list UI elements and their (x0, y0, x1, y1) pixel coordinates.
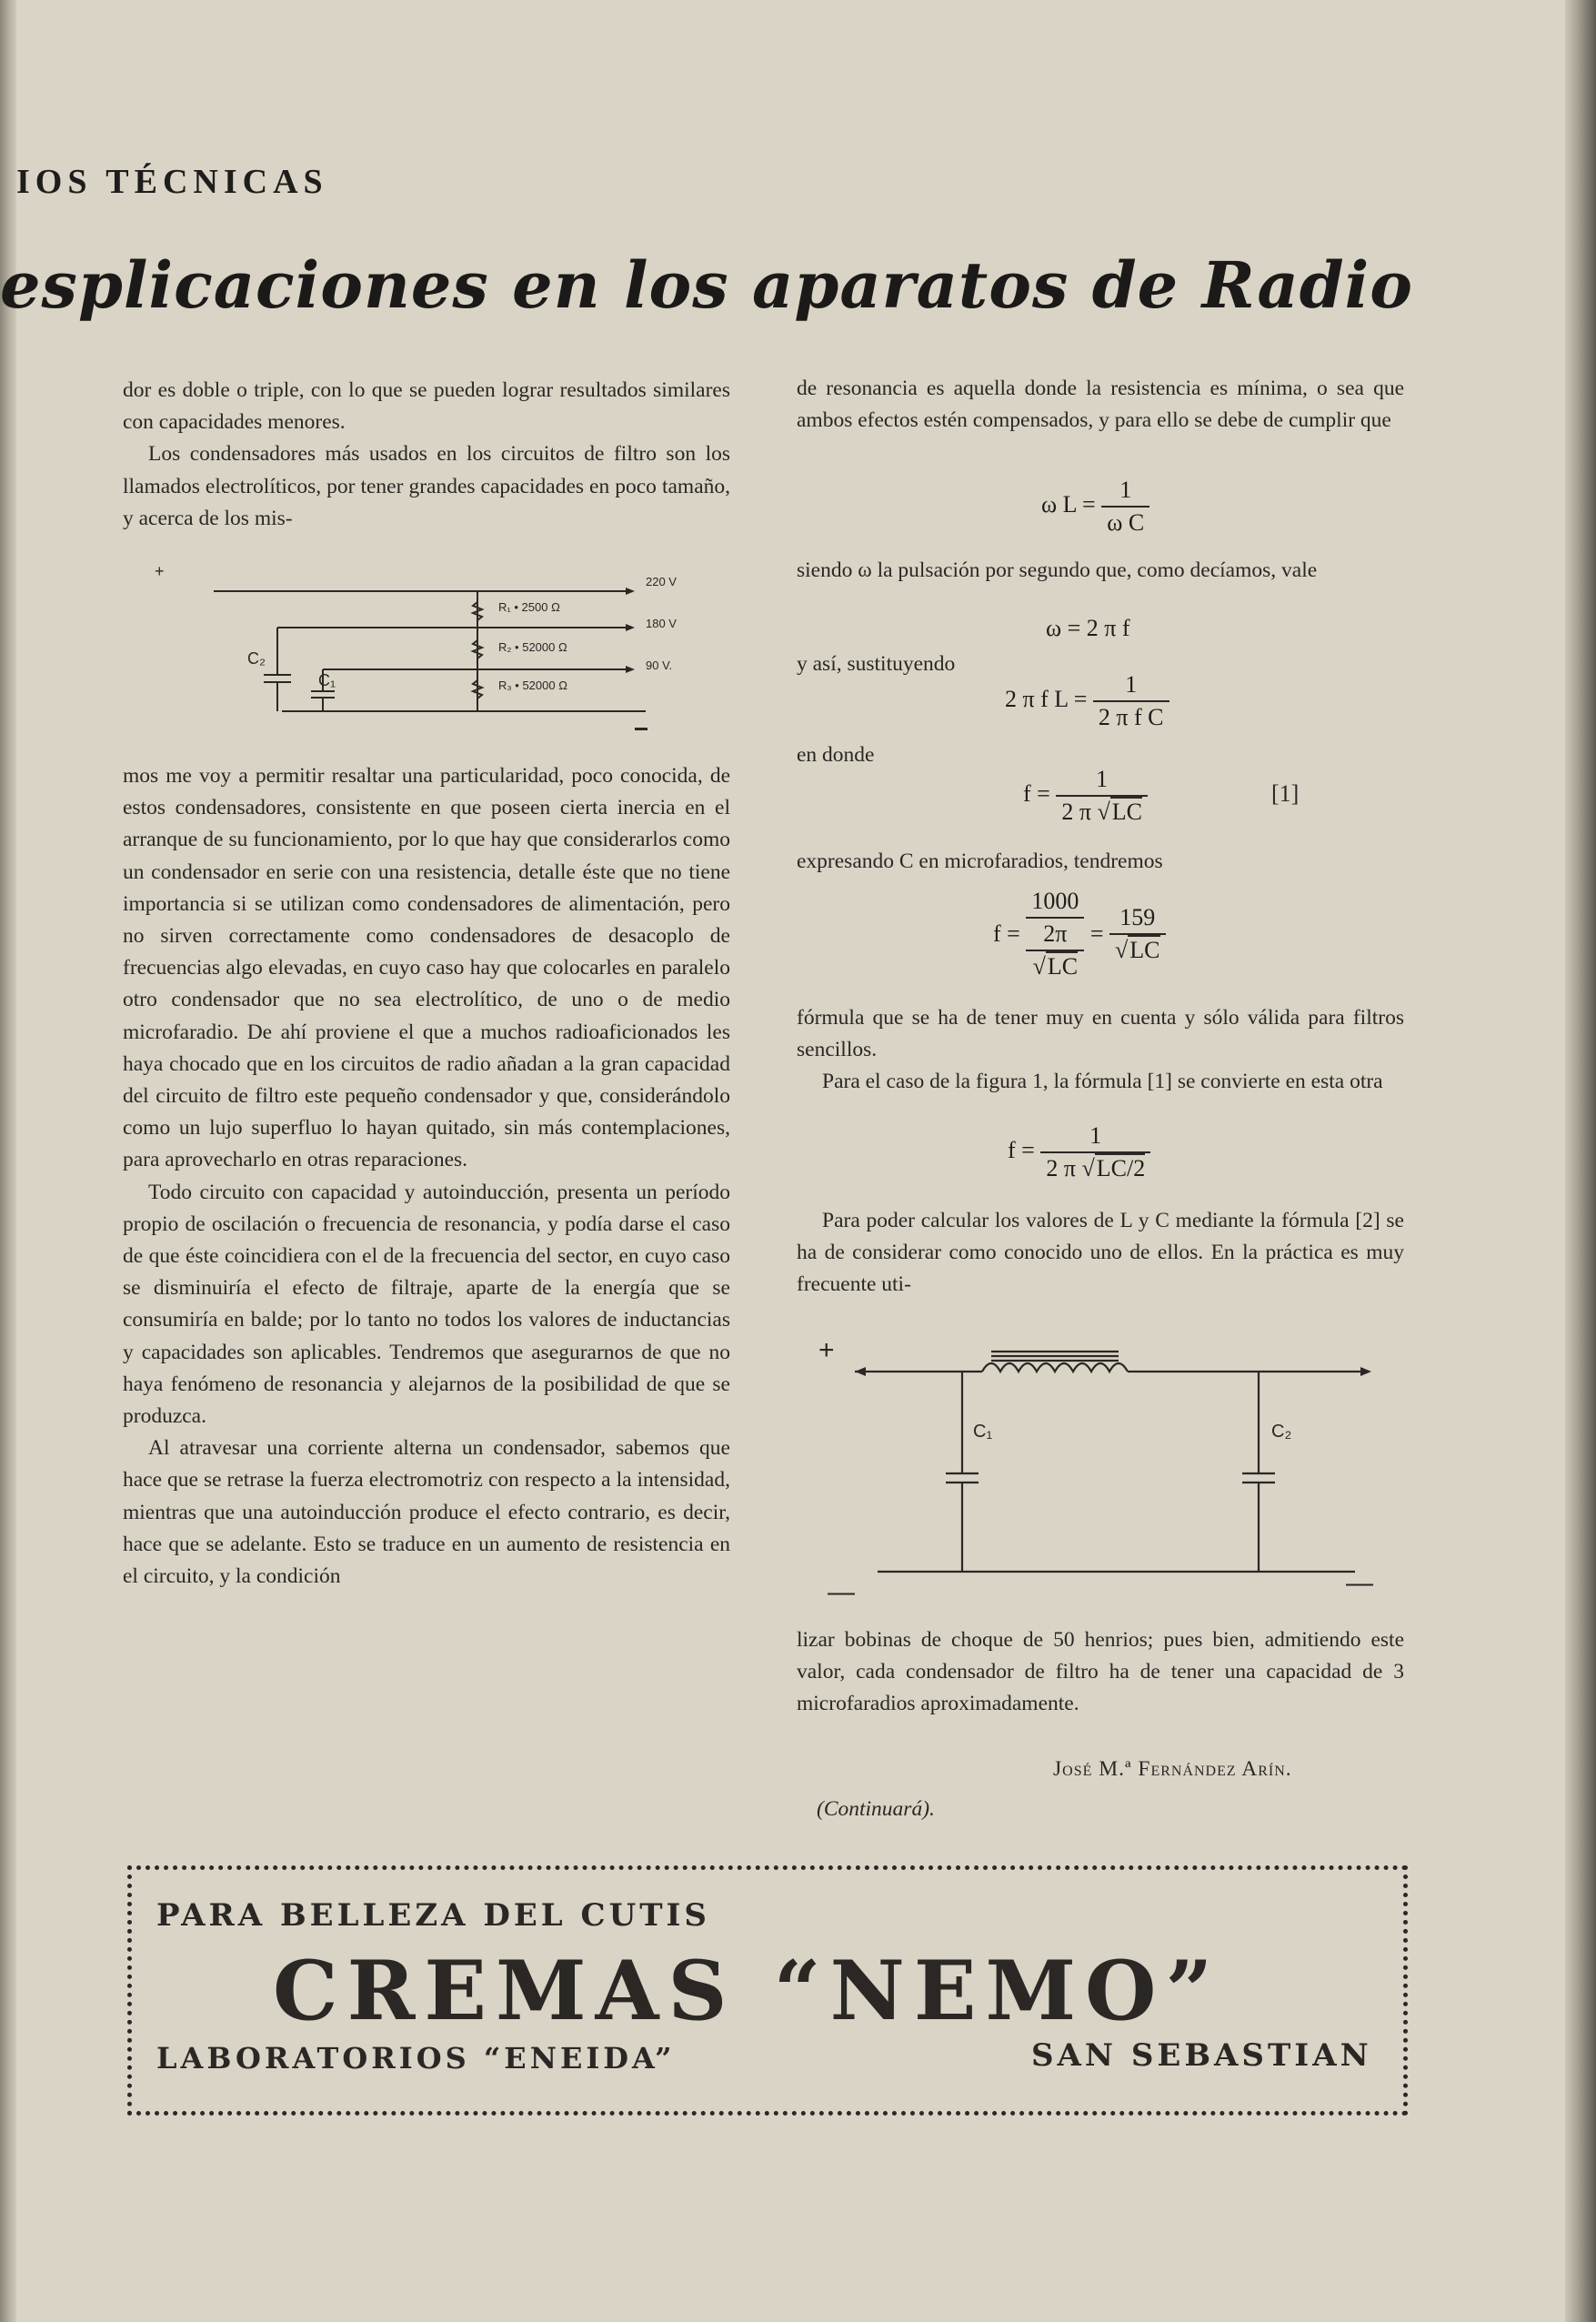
paragraph: Al atravesar una corriente alterna un condensador, sabemos que hace que se retrase la fuerza electromotriz con respecto a la intensidad, mientras que una autoinducción produce el efecto contrario, es decir, hace que se adelante. Esto se traduce en un aumento de resistencia en el circuito, y la condición (123, 1436, 730, 1589)
right-column-top (797, 373, 1404, 437)
section-label: IOS TÉCNICAS (16, 163, 328, 201)
text-block: Para poder calcular los valores de L y C mediante la fórmula [2] se ha de considerar como conocido uno de ellos. En la práctica es muy frecuente uti- (797, 1209, 1404, 1297)
equation-6: f = $\frac{1}{2 \pi √LC/2}$ (1008, 1121, 1150, 1184)
text-line: expresando C en microfaradios, tendremos (797, 849, 1163, 873)
equation-3: 2 π f L = $\frac{1}{\text{2 π f C}}$ (1005, 669, 1169, 733)
r1-label: R₁ • 2500 Ω (498, 600, 560, 614)
text-block: siendo ω la pulsación por segundo que, como decíamos, vale (797, 558, 1318, 582)
plus-label: + (818, 1335, 835, 1365)
equation-2: ω = 2 π f (1046, 615, 1130, 641)
equation-1: ω L = $\frac{1}{\text{ω C}}$ (1041, 475, 1149, 538)
text-line: y así, sustituyendo (797, 652, 956, 676)
ad-line-3: LABORATORIOS “ENEIDA” (156, 2041, 676, 2076)
figure-1-schematic (136, 564, 718, 746)
minus-left: — (828, 1577, 855, 1607)
r2-label: R₂ • 52000 Ω (498, 640, 567, 654)
c1-label: C₁ (318, 671, 336, 689)
text-line: en donde (797, 743, 875, 767)
voltage-220: 220 V (646, 575, 677, 588)
text-block: fórmula que se ha de tener muy en cuenta y sólo válida para filtros sencillos. Para el caso de la figura 1, la fórmula [1] se convierte en esta otra (797, 1006, 1404, 1094)
page-gutter (0, 0, 16, 2322)
ad-line-4: SAN SEBASTIAN (1031, 2037, 1372, 2074)
c2-label: C₂ (247, 649, 266, 668)
plus-label: + (155, 562, 165, 580)
paragraph: Todo circuito con capacidad y autoinducción, presenta un período propio de oscilación o frecuencia de resonancia, y podía darse el caso de que éste coincidiera con el de la frecuencia del sector, en cuyo caso se disminuiría el efecto de filtraje, aparte de la energía que se consumiría en balde; por lo tanto no todos los valores de inductancias y capacidades son aplicables. Tendremos que asegurarnos de que no haya fenómeno de resonancia y alejarnos de la posibilidad de que se produzca. (123, 1180, 730, 1429)
author: José M.ª Fernández Arín. (1053, 1757, 1292, 1781)
figure-2-schematic (800, 1328, 1437, 1607)
left-column-main (123, 760, 730, 1593)
page-edge (1565, 0, 1596, 2322)
minus-mark (635, 728, 647, 730)
equation-label: [1] (1271, 780, 1300, 807)
right-column-bottom (797, 1624, 1404, 1721)
c2-label: C₂ (1271, 1422, 1292, 1442)
paragraph: de resonancia es aquella donde la resistencia es mínima, o sea que ambos efectos estén compensados, y para ello se debe de cumplir que (797, 377, 1404, 433)
paragraph: dor es doble o triple, con lo que se pueden lograr resultados similares con capacidades menores. (123, 378, 730, 435)
ad-line-1: PARA BELLEZA DEL CUTIS (156, 1897, 710, 1934)
voltage-90: 90 V. (646, 658, 673, 672)
c1-label: C₁ (973, 1422, 993, 1442)
paragraph: lizar bobinas de choque de 50 henrios; pues bien, admitiendo este valor, cada condensador de filtro ha de tener una capacidad de 3 microfaradios aproximadamente. (797, 1628, 1404, 1716)
voltage-180: 180 V (646, 617, 677, 630)
minus-right: — (1346, 1568, 1373, 1598)
paragraph: Los condensadores más usados en los circuitos de filtro son los llamados electrolíticos, por tener grandes capacidades en poco tamaño, y acerca de los mis- (123, 442, 730, 530)
equation-4: f = $\frac{1}{2 \pi √LC}$ (1023, 764, 1148, 828)
article-title: esplicaciones en los aparatos de Radio (0, 247, 1413, 323)
left-column-top (123, 375, 730, 535)
r3-label: R₃ • 52000 Ω (498, 679, 567, 692)
continued-note: (Continuará). (817, 1797, 935, 1821)
paragraph: mos me voy a permitir resaltar una particularidad, poco conocida, de estos condensadores, consistente en que poseen cierta inercia en el arranque de su funcionamiento, por lo que hay que considerarlos como un condensador en serie con una resistencia, detalle éste que no tiene importancia si se utilizan como condensadores de alimentación, pero no sirven correctamente como condensadores de desacoplo de frecuencias algo elevadas, en cuyo caso hay que colocarles en paralelo otro condensador que no sea electrolítico, de uno o de medio microfaradio. De ahí proviene el que a muchos radioaficionados les haya chocado que en los circuitos de radio añadan a la gran capacidad del circuito de filtro este pequeño condensador y que, considerándolo como un lujo superfluo lo hayan quitado, sin más contemplaciones, para aprovecharlo en otras reparaciones. (123, 764, 730, 1172)
equation-5: f = 1000 2π √LC = $\frac{159}{√LC}$ (993, 886, 1166, 982)
ad-brand: CREMAS “NEMO” (273, 1943, 1222, 2039)
